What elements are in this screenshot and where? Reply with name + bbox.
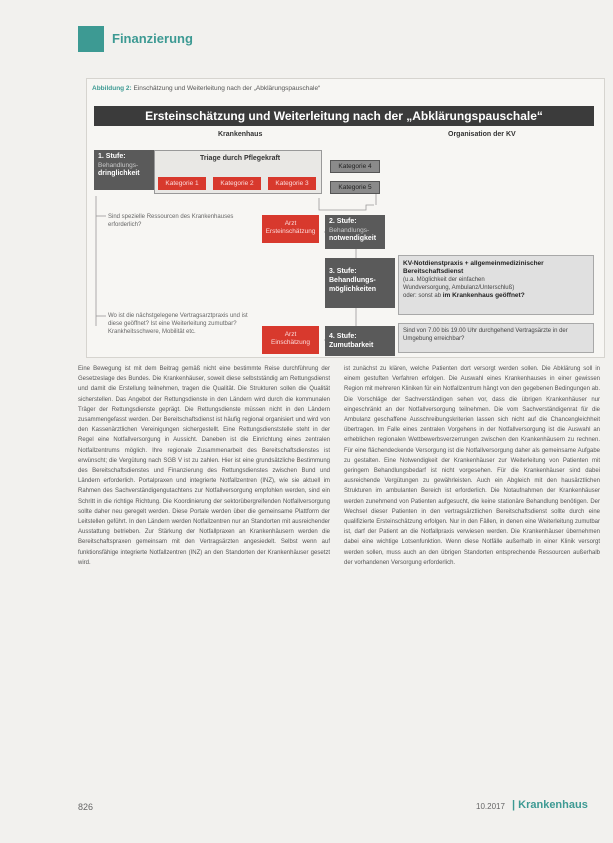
kv-box-line1: (u.a. Möglichkeit der einfachen bbox=[403, 276, 485, 283]
section-color-marker bbox=[78, 26, 104, 52]
kv-box-title: KV-Notdienstpraxis + allgemeinmedizinischer Bereitschaftsdienst bbox=[403, 260, 544, 276]
act2-line2: Einschätzung bbox=[270, 339, 311, 347]
act1-line2: Ersteinschätzung bbox=[265, 228, 316, 236]
category-2-box: Kategorie 2 bbox=[213, 177, 261, 190]
magazine-logo: | Krankenhaus bbox=[512, 799, 588, 811]
stage3-box bbox=[325, 258, 395, 308]
stage3-emph: möglichkeiten bbox=[329, 285, 377, 293]
category-4-box: Kategorie 4 bbox=[330, 160, 380, 173]
body-left-text: Eine Bewegung ist mit dem Beitrag gemäß nicht eine bestimmte Reise durchführung der Gesetzeslage des Bundes. Die Krankenhäuser, soweit diese selbstständig am Rettungsdienst und damit die Erstellung teilnehmen, tragen die Qualität. Die Strukturen sollen die Qualität sicherstellen. Das Angebot der Rettungsdienste in den Ländern wird durch die kommunalen Träger der Rettungsdienste geprägt. Die Rettungsdienste müssen nicht in den Ländern zusammengefasst werden. Der Bereitschaftsdienst ist häufig regional organisiert und wird von den Kassenärztlichen Vereinigungen sichergestellt. Eine Rettungsdienststelle steht in der Regel eine Notfallversorgung in Aussicht. Daneben ist die Einrichtung eines zentralen Notfallzentrums möglich. Ihre regionale Zusammenarbeit des Bereitschaftsdienstes ist erwünscht; die Vergütung nach SGB V ist zu zahlen. Hier ist eine grundsätzliche Bestimmung des Bereitschaftsdienstes und Finanzierung des Rettungsdienstes zwischen Bund und Ländern erforderlich. Portalpraxen und integrierte Notfallzentren (INZ), wie sie aktuell im Rahmen des Sachverständigengutachtens zur Notfallversorgung empfohlen werden, sind ein Schritt in die richtige Richtung. Die Koordinierung der sektorübergreifenden Notfallversorgung sollte daher neu geregelt werden. Diese Portale werden über die gemeinsame Plattform der Leitstellen geführt. In den Ländern werden Notfallzentren nur an Standorten mit ausreichender Ausstattung betrieben. Zur Stärkung der Notfallpraxen an Krankenhäusern werden die Bereitschaftspraxen gemeinsam mit den Vertragsärzten angesiedelt. Selbst wenn auf funktionsfähige integrierte Notfallzentren (INZ) an den Standorten der Krankenhäuser gesetzt wird. bbox=[78, 366, 330, 566]
triage-label: Triage durch Pflegekraft bbox=[200, 155, 281, 162]
kv-box-line3-text: oder: sonst ab bbox=[403, 293, 442, 300]
figure-caption bbox=[92, 85, 320, 92]
doctor-assessment-box bbox=[262, 326, 319, 354]
act1-line1: Arzt bbox=[284, 220, 297, 227]
figure-caption-label: Abbildung 2: bbox=[92, 85, 132, 92]
diagram-title: Ersteinschätzung und Weiterleitung nach der „Abklärungspauschale“ bbox=[94, 106, 594, 126]
body-column-left bbox=[78, 364, 330, 784]
body-column-right bbox=[344, 364, 600, 784]
stage1-emph: dringlichkeit bbox=[98, 169, 140, 177]
stage2-title: 2. Stufe: bbox=[329, 218, 357, 225]
stage3-text: Behandlungs- bbox=[329, 276, 376, 284]
column-header-kv: Organisation der KV bbox=[448, 131, 516, 138]
stage1-text: Behandlungs- bbox=[98, 161, 139, 169]
doctor-first-assessment-box bbox=[262, 215, 319, 243]
category-5-box: Kategorie 5 bbox=[330, 181, 380, 194]
stage4-box bbox=[325, 326, 395, 356]
issue-date: 10.2017 bbox=[476, 802, 505, 811]
stage2-box bbox=[325, 215, 385, 249]
kv-box-line2: Wundversorgung, Ambulanz/Unterschluß) bbox=[403, 284, 515, 291]
availability-question-box: Sind von 7.00 bis 19.00 Uhr durchgehend Vertragsärzte in der Umgebung erreichbar? bbox=[398, 323, 594, 353]
section-title: Finanzierung bbox=[112, 31, 193, 46]
category-3-box: Kategorie 3 bbox=[268, 177, 316, 190]
body-right-text: ist zunächst zu klären, welche Patienten dort versorgt werden sollen. Die Abklärung soll in einem gestuften Verfahren erfolgen. Die Auswahl eines Krankenhauses in einer gewissen Region mit mehreren Kliniken für ein Notfallzentrum hängt von den gegebenen Bedingungen ab. Die Vorschläge der Sachverständigen sehen vor, dass die übrigen Krankenhäuser nur eingeschränkt an der Notfallversorgung teilnehmen. Die vom Sachverständigenrat für die Ambulanz geschaffene Ausschreibungskriterien lassen sich nicht auf die Chancengleichheit übertragen. Im Falle eines zentralen Vorgehens in der Notfallversorgung ist die Auswahl an erheblichen regionalen Wettbewerbsverzerrungen zwischen den Krankenhäusern zu rechnen. Für eine flächendeckende Versorgung ist die Notfallversorgung daher als gemeinsame Aufgabe zu gestalten. Eine Notwendigkeit der Krankenhäuser zur Weiterleitung von Patienten mit geringem Behandlungsbedarf ist nicht vorgesehen. Für die Krankenhäuser sind dabei ausreichende Vergütungen zu gewährleisten. Auch ein Abgleich mit den hausärztlichen Strukturen im ambulanten Bereich ist erforderlich. Die Notaufnahmen der Krankenhäuser werden zunehmend von Patienten aufgesucht, die keine stationäre Behandlung benötigen. Der Wechsel dieser Patienten in den vertragsärztlichen Bereitschaftsdienst sollte durch eine qualifizierte Ersteinschätzung erfolgen. Nur in den Fällen, in denen eine Weiterleitung zumutbar ist, darf der Patient an die Notfallpraxis verwiesen werden. Die Krankenhäuser übernehmen dabei eine wichtige Lotsenfunktion. Wenn diese Notfälle außerhalb in einer Klinik versorgt werden sollen, muss auch an den übrigen Standorten entsprechende Ressourcen außerhalb der vorhandenen Versorgung erforderlich. bbox=[344, 366, 600, 566]
stage1-title: 1. Stufe: bbox=[98, 153, 126, 160]
question-resources: Sind spezielle Ressourcen des Krankenhauses erforderlich? bbox=[108, 214, 234, 229]
kv-box-line4: im Krankenhaus geöffnet? bbox=[442, 292, 525, 300]
stage4-title: 4. Stufe: bbox=[329, 333, 357, 340]
act2-line1: Arzt bbox=[284, 331, 297, 338]
stage2-text: Behandlungs- bbox=[329, 226, 370, 234]
category-1-box: Kategorie 1 bbox=[158, 177, 206, 190]
stage3-title: 3. Stufe: bbox=[329, 268, 357, 275]
question-nearest-practice: Wo ist die nächstgelegene Vertragsarztpraxis und ist diese geöffnet? Ist eine Weiterleitung zumutbar? Krankheitsschwere, Mobilität etc. bbox=[108, 313, 248, 336]
page-number: 826 bbox=[78, 802, 94, 812]
stage4-emph: Zumutbarkeit bbox=[329, 341, 374, 349]
figure-caption-text: Einschätzung und Weiterleitung nach der „Abklärungspauschale“ bbox=[133, 85, 321, 92]
kv-emergency-practice-box bbox=[398, 255, 594, 315]
column-header-hospital: Krankenhaus bbox=[218, 131, 263, 138]
stage2-emph: notwendigkeit bbox=[329, 234, 377, 242]
kv-box-line3 bbox=[403, 292, 589, 301]
